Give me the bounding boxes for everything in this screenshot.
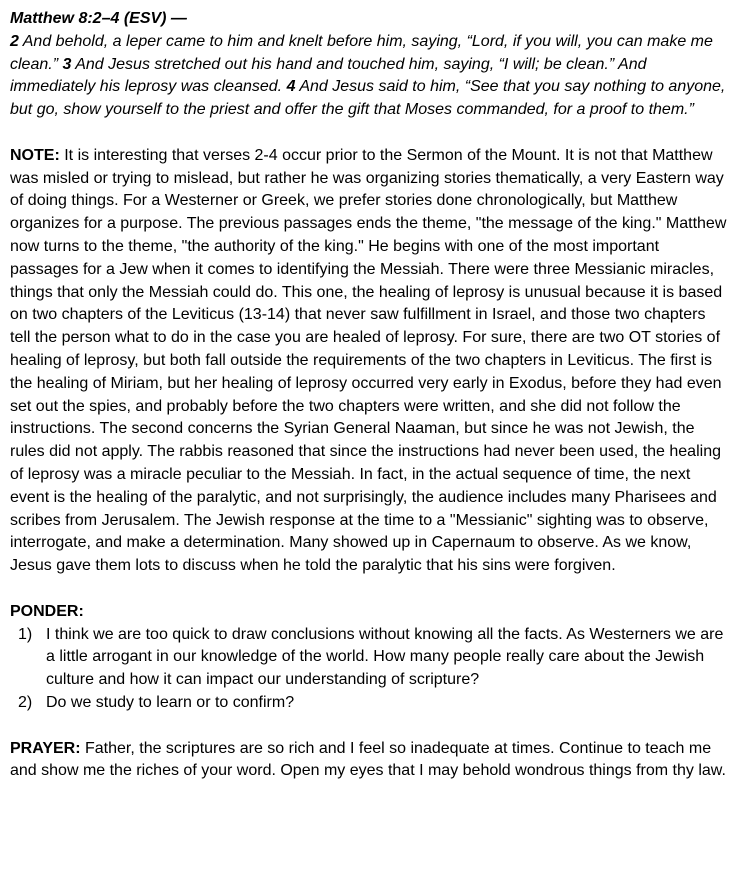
prayer-section: [10, 738, 730, 784]
verse-text: And behold, a leper came to him and knelt before him, saying, “Lord, if you will, you can make me clean.”: [10, 32, 713, 73]
verse-number: 2: [10, 32, 19, 50]
list-item: [10, 692, 730, 715]
verse-text: And Jesus stretched out his hand and touched him, saying, “I will; be clean.” And immediately his leprosy was cleansed.: [10, 55, 647, 96]
verse-number: 3: [62, 55, 72, 73]
scripture-passage: [10, 8, 730, 122]
ponder-section: [10, 601, 730, 715]
ponder-label: PONDER:: [10, 602, 84, 620]
prayer-label: PRAYER:: [10, 739, 81, 757]
note-section: [10, 145, 730, 578]
note-label: NOTE:: [10, 146, 60, 164]
ponder-list: [10, 624, 730, 715]
verse-number: 4: [286, 78, 296, 96]
scripture-title: Matthew 8:2–4 (ESV) —: [10, 10, 187, 27]
list-item-text: I think we are too quick to draw conclusions without knowing all the facts. As Westerners we are a little arrogant in our knowledge of the world. How many people really care about the Jewish culture and how it can impact our understanding of scripture?: [46, 625, 724, 689]
note-text: It is interesting that verses 2-4 occur prior to the Sermon of the Mount. It is not that Matthew was misled or trying to mislead, but rather he was organizing stories thematically, a very Eastern way of doing things. For a Westerner or Greek, we prefer stories done chronologically, but Matthew organizes for a purpose. The previous passages ends the theme, "the message of the king." Matthew now turns to the theme, "the authority of the king." He begins with one of the most important passages for a Jew when it comes to identifying the Messiah. There were three Messianic miracles, things that only the Messiah could do. This one, the healing of leprosy is unusual because it is based on two chapters of the Leviticus (13-14) that never saw fulfillment in Israel, and those two chapters tell the person what to do in the case you are healed of leprosy. For sure, there are two OT stories of healing of leprosy, but both fall outside the requirements of the two chapters in Leviticus. The first is the healing of Miriam, but her healing of leprosy occurred very early in Exodus, before they had even set out the spies, and probably before the two chapters were written, and she did not follow the instructions. The second concerns the Syrian General Naaman, but since he was not Jewish, the rules did not apply. The rabbis reasoned that since the instructions had never been used, the healing of leprosy was a miracle peculiar to the Messiah. In fact, in the actual sequence of time, the next event is the healing of the paralytic, and not surprisingly, the audience includes many Pharisees and scribes from Jerusalem. The Jewish response at the time to a "Messianic" sighting was to observe, interrogate, and make a determination. Many showed up in Capernaum to observe. As we know, Jesus gave them lots to discuss when he told the paralytic that his sins were forgiven.: [10, 146, 727, 575]
prayer-text: Father, the scriptures are so rich and I feel so inadequate at times. Continue to teach me and show me the riches of your word. Open my eyes that I may behold wondrous things from thy law.: [10, 739, 726, 780]
list-item: [10, 624, 730, 692]
list-item-number: 2): [18, 693, 33, 711]
list-item-text: Do we study to learn or to confirm?: [46, 693, 295, 711]
list-item-number: 1): [18, 625, 33, 643]
verse-text: And Jesus said to him, “See that you say nothing to anyone, but go, show yourself to the priest and offer the gift that Moses commanded, for a proof to them.”: [10, 78, 726, 119]
